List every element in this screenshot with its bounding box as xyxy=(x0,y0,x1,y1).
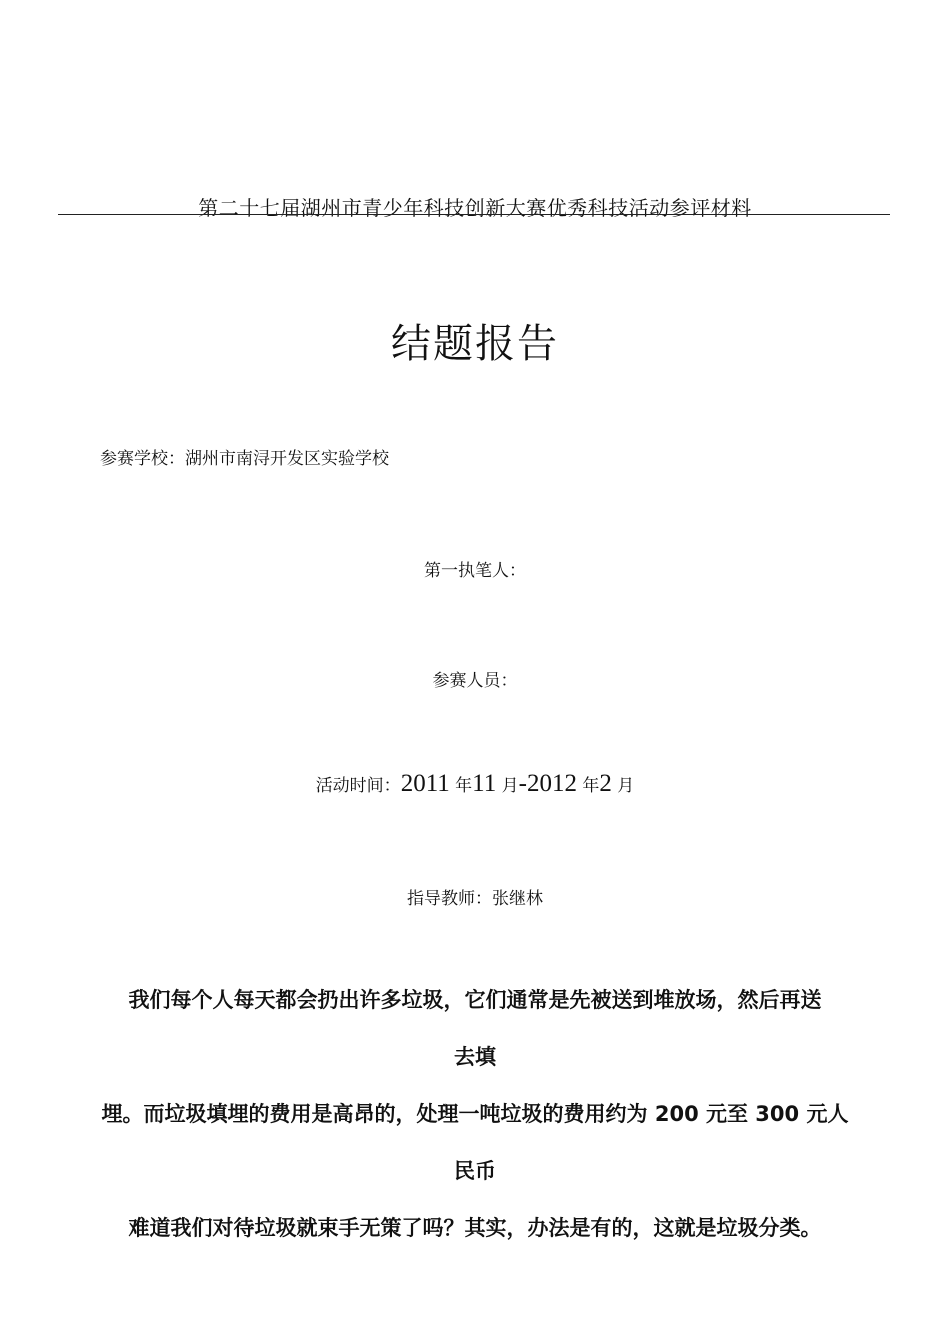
body-paragraph-line: 难道我们对待垃圾就束手无策了吗？其实，办法是有的，这就是垃圾分类。 xyxy=(128,1216,822,1240)
body-paragraph-line: 埋。而垃圾填埋的费用是高昂的，处理一吨垃圾的费用约为 200 元至 300 元人 xyxy=(101,1102,849,1126)
year-char-2: 年 xyxy=(582,776,600,796)
document-header: 第二十七届湖州市青少年科技创新大赛优秀科技活动参评材料 xyxy=(198,196,752,220)
activity-time-label: 活动时间： xyxy=(315,776,401,796)
activity-time-field xyxy=(0,770,950,798)
first-author-field: 第一执笔人： xyxy=(424,561,526,581)
body-paragraph-line: 去填 xyxy=(454,1045,496,1069)
teacher-field: 指导教师：张继林 xyxy=(407,889,543,909)
header-divider xyxy=(58,214,890,215)
body-paragraph-line: 我们每个人每天都会扔出许多垃圾，它们通常是先被送到堆放场，然后再送 xyxy=(128,988,822,1012)
end-year: -2012 xyxy=(518,770,577,797)
month-char-2: 月 xyxy=(617,776,635,796)
month-char-1: 月 xyxy=(501,776,519,796)
start-year: 2011 xyxy=(400,770,450,797)
body-paragraph-line: 民币 xyxy=(454,1159,496,1183)
end-month: 2 xyxy=(599,770,612,797)
school-field: 参赛学校：湖州市南浔开发区实验学校 xyxy=(100,449,389,469)
report-title: 结题报告 xyxy=(391,321,559,367)
year-char-1: 年 xyxy=(455,776,473,796)
start-month: 11 xyxy=(472,770,497,797)
members-field: 参赛人员： xyxy=(432,671,518,691)
